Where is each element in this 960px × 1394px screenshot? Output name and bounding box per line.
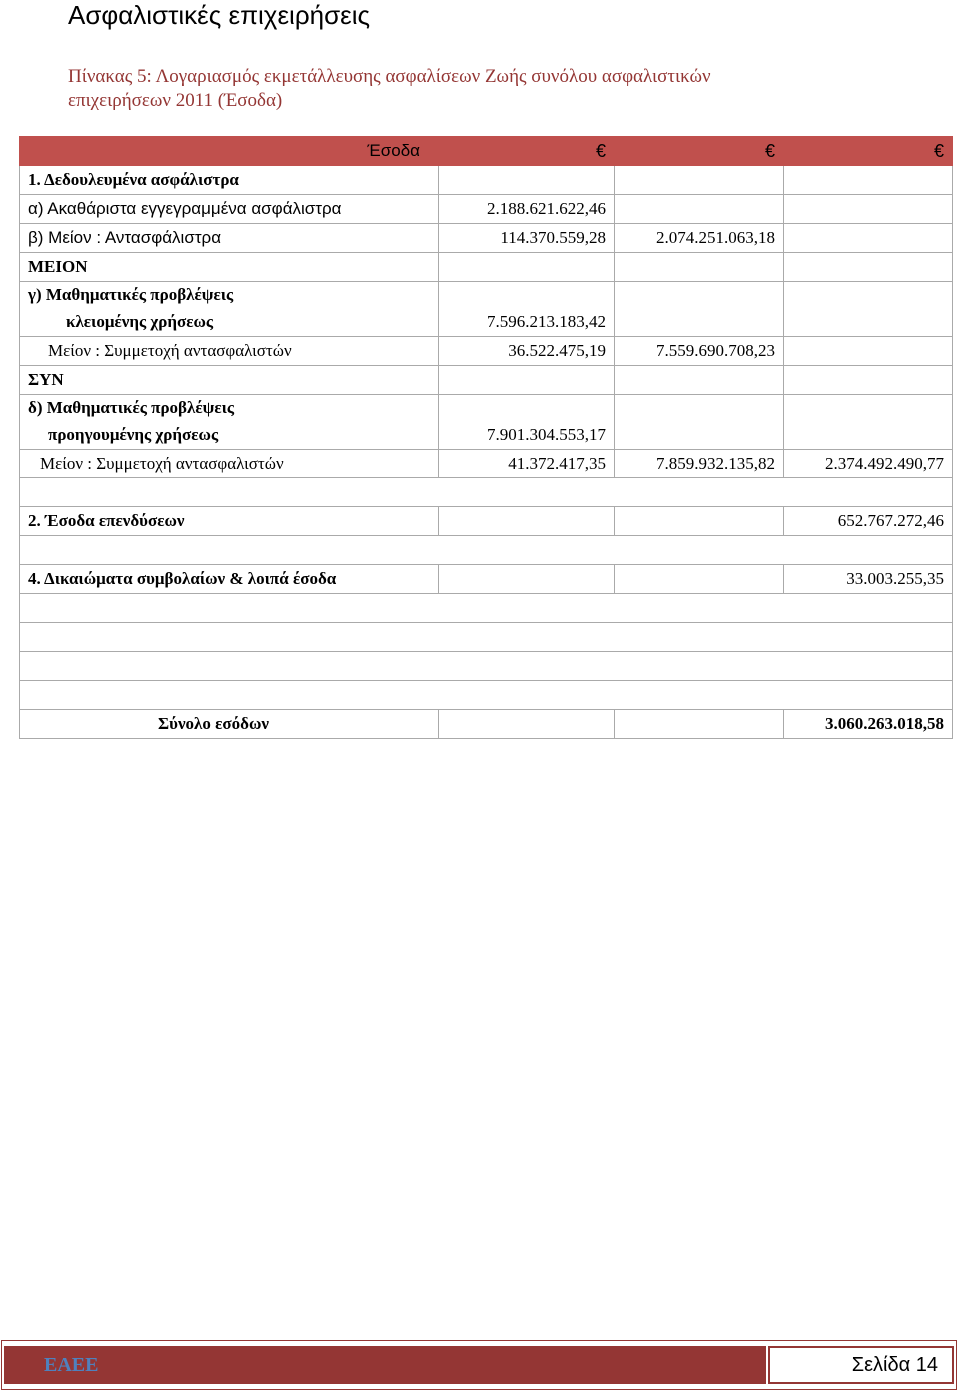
row-label: α) Ακαθάριστα εγγεγραμμένα ασφάλιστρα xyxy=(20,195,439,224)
row-label: γ) Μαθηματικές προβλέψεις xyxy=(20,282,439,308)
header-euro-3: € xyxy=(784,137,953,166)
row-label: κλειομένης χρήσεως xyxy=(20,308,439,337)
table-row xyxy=(20,282,953,308)
row-label: Μείον : Συμμετοχή αντασφαλιστών xyxy=(20,450,439,478)
cell-value: 2.374.492.490,77 xyxy=(784,450,953,478)
table-row xyxy=(20,224,953,253)
row-label: ΜΕΙΟΝ xyxy=(20,253,439,282)
footer-page-number: Σελίδα 14 xyxy=(768,1346,954,1384)
row-label: προηγουμένης χρήσεως xyxy=(20,421,439,450)
page-header-title: Ασφαλιστικές επιχειρήσεις xyxy=(68,0,371,30)
row-label: ΣΥΝ xyxy=(20,366,439,395)
page-footer xyxy=(0,1340,960,1390)
table-row xyxy=(20,565,953,594)
row-label: 4. Δικαιώματα συμβολαίων & λοιπά έσοδα xyxy=(20,565,439,594)
cell-value: 7.559.690.708,23 xyxy=(615,337,784,366)
row-label: β) Μείον : Αντασφάλιστρα xyxy=(20,224,439,253)
cell-value: 36.522.475,19 xyxy=(439,337,615,366)
table-row-empty xyxy=(20,623,953,652)
caption-line-1: Πίνακας 5: Λογαριασμός εκμετάλλευσης ασφαλίσεων Ζωής συνόλου ασφαλιστικών xyxy=(68,66,711,87)
row-label: 2. Έσοδα επενδύσεων xyxy=(20,507,439,536)
caption-line-2: επιχειρήσεων 2011 (Έσοδα) xyxy=(68,90,283,111)
table-row-empty xyxy=(20,594,953,623)
cell-value: 7.901.304.553,17 xyxy=(439,421,615,450)
table-row xyxy=(20,450,953,478)
table-row xyxy=(20,337,953,366)
row-label: 1. Δεδουλευμένα ασφάλιστρα xyxy=(20,166,439,195)
header-euro-2: € xyxy=(615,137,784,166)
cell-value: 7.859.932.135,82 xyxy=(615,450,784,478)
header-euro-1: € xyxy=(439,137,615,166)
table-row-empty xyxy=(20,536,953,565)
table-row xyxy=(20,166,953,195)
cell-value: 652.767.272,46 xyxy=(784,507,953,536)
table-row xyxy=(20,366,953,395)
table-row xyxy=(20,253,953,282)
footer-org-bar xyxy=(4,1346,766,1384)
table-row xyxy=(20,421,953,450)
table-header-row xyxy=(20,137,953,166)
cell-value: 33.003.255,35 xyxy=(784,565,953,594)
table-row xyxy=(20,395,953,421)
cell-value: 41.372.417,35 xyxy=(439,450,615,478)
table-row-empty xyxy=(20,681,953,710)
footer-org: ΕΑΕΕ xyxy=(44,1354,99,1376)
cell-value: 2.188.621.622,46 xyxy=(439,195,615,224)
table-row xyxy=(20,507,953,536)
income-table xyxy=(19,136,953,739)
total-row xyxy=(20,710,953,739)
cell-value: 2.074.251.063,18 xyxy=(615,224,784,253)
table-caption xyxy=(68,65,888,113)
table-row-empty xyxy=(20,652,953,681)
row-label: Μείον : Συμμετοχή αντασφαλιστών xyxy=(20,337,439,366)
table-row xyxy=(20,308,953,337)
cell-value: 114.370.559,28 xyxy=(439,224,615,253)
total-label: Σύνολο εσόδων xyxy=(20,710,439,739)
header-label: Έσοδα xyxy=(20,137,439,166)
total-value: 3.060.263.018,58 xyxy=(784,710,953,739)
table-row xyxy=(20,195,953,224)
table-row-empty xyxy=(20,478,953,507)
cell-value: 7.596.213.183,42 xyxy=(439,308,615,337)
row-label: δ) Μαθηματικές προβλέψεις xyxy=(20,395,439,421)
